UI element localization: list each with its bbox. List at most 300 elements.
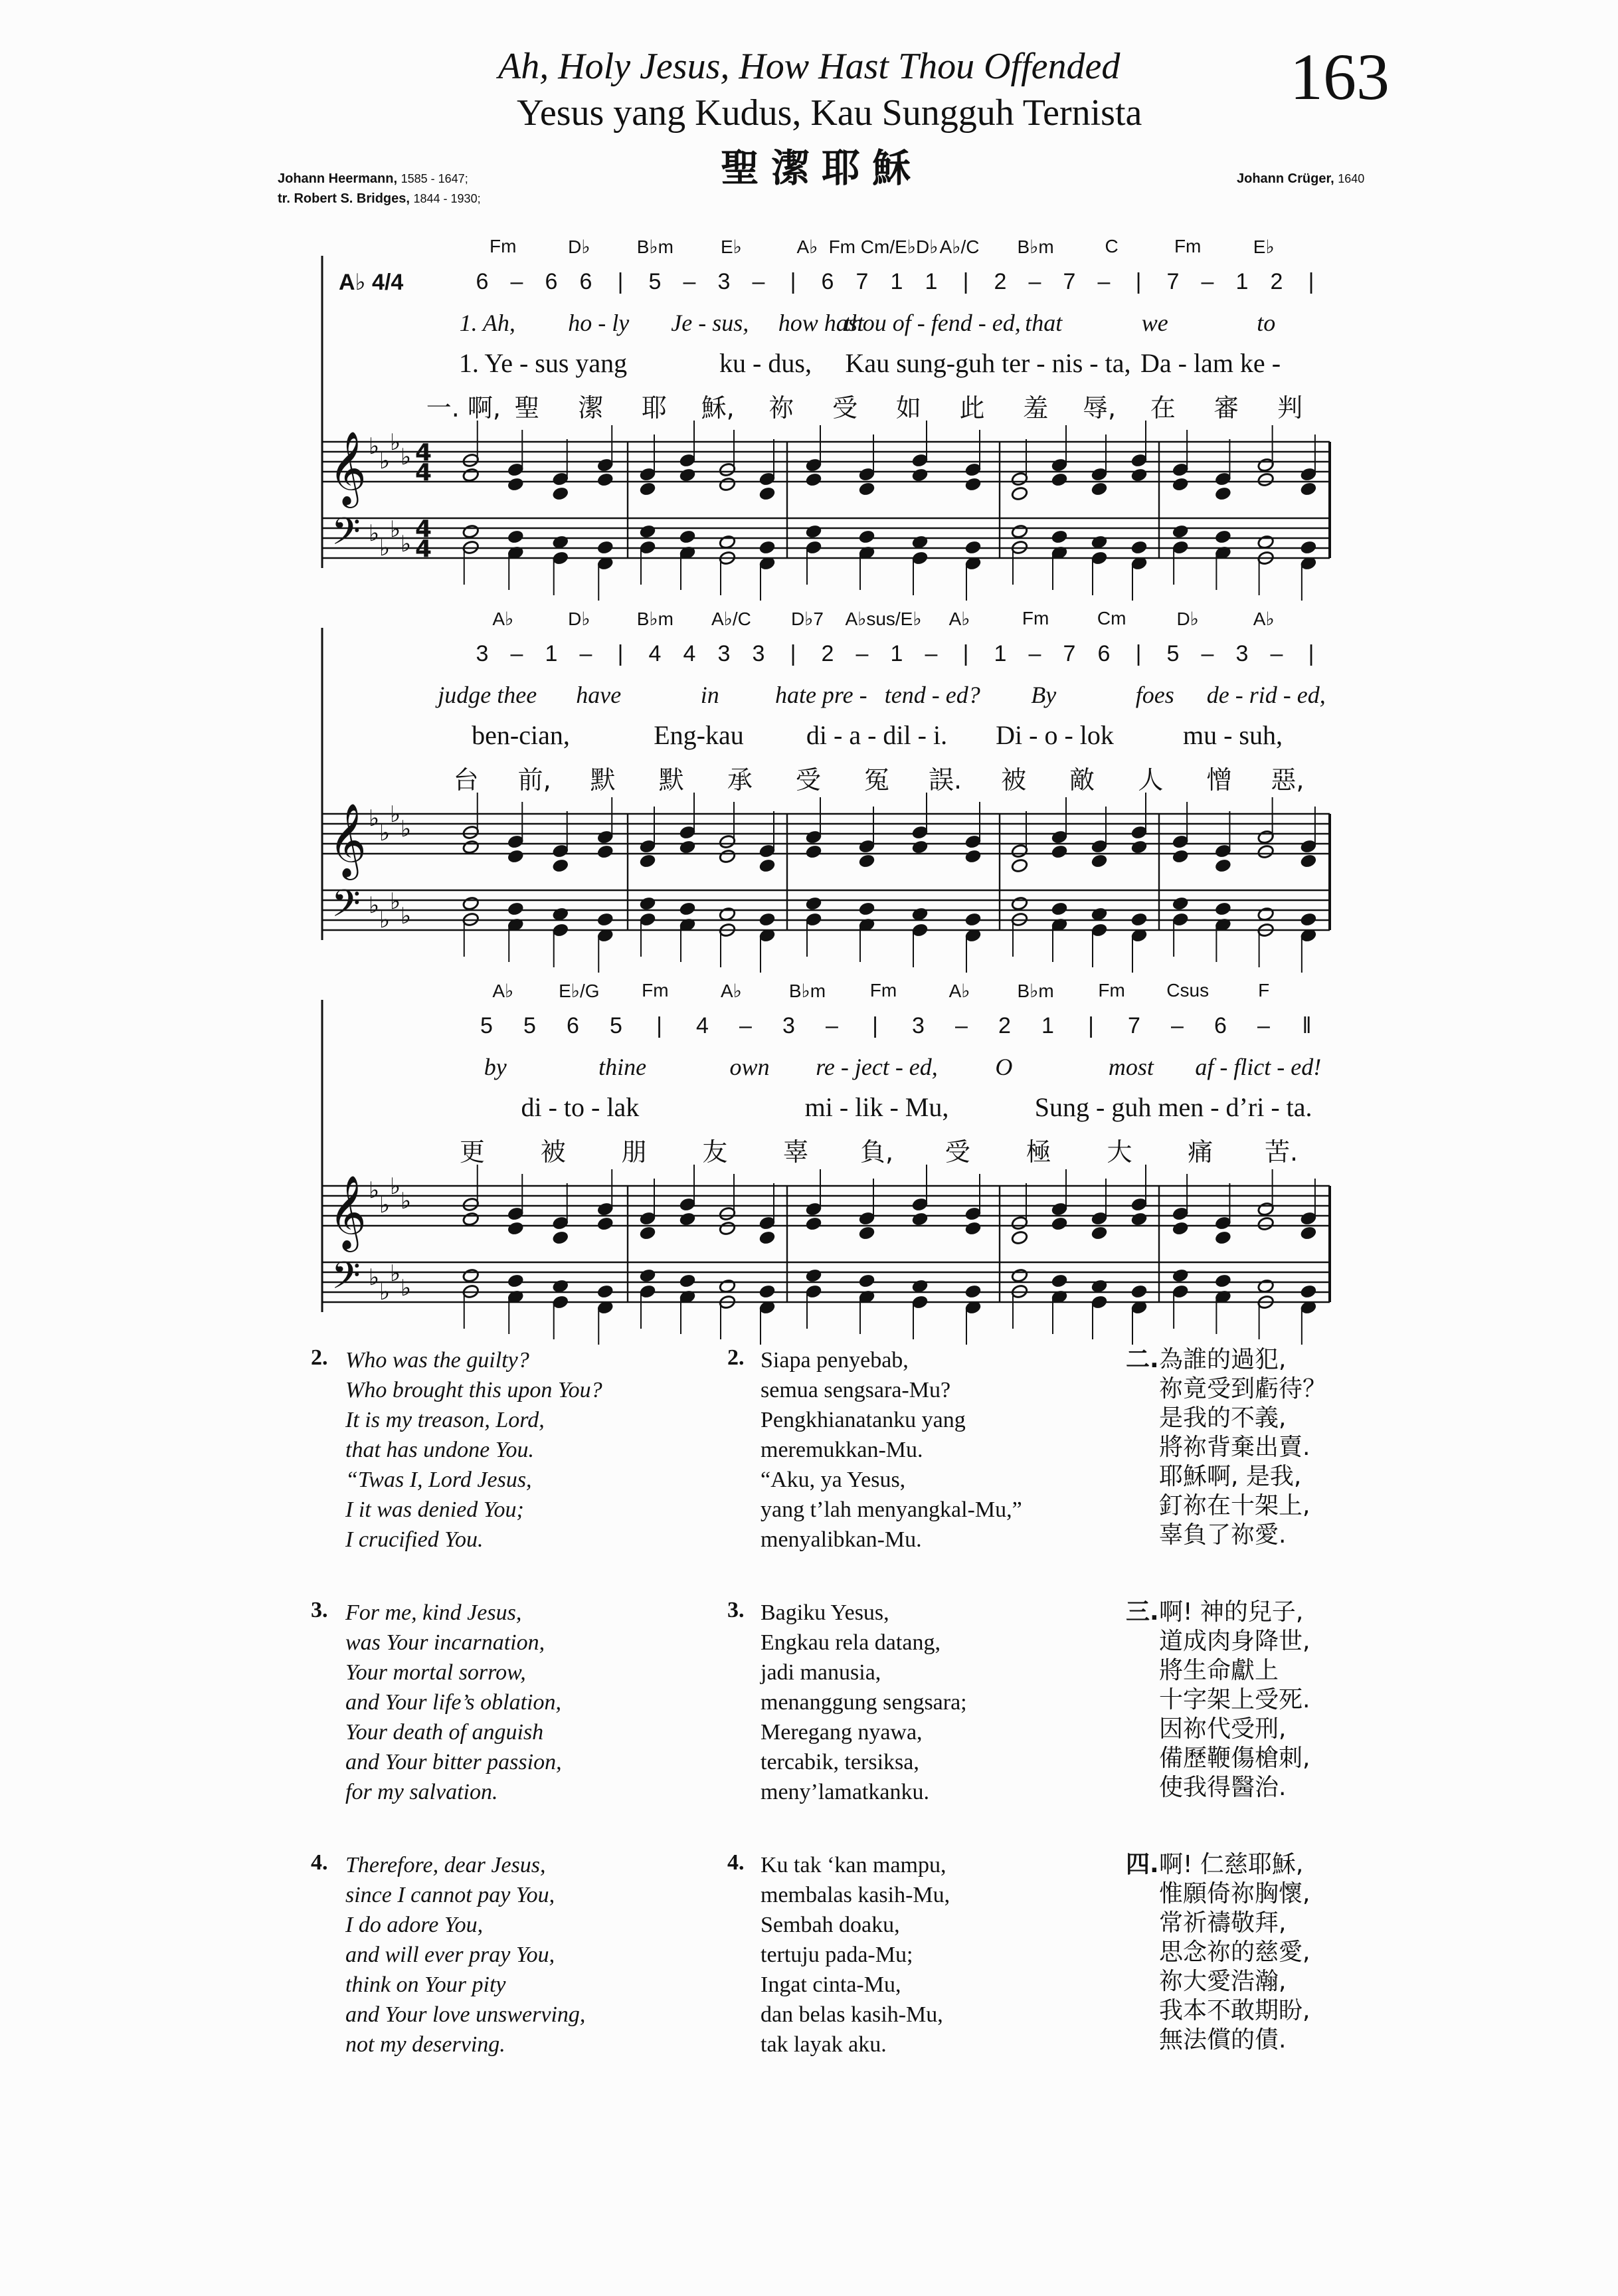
bass-notehead [639, 524, 656, 539]
verse-line: semua sengsara-Mu? [761, 1378, 951, 1402]
cipher-note: 3 [752, 641, 765, 666]
cipher-note: – [1028, 641, 1041, 666]
verse-line: and will ever pray You, [345, 1943, 555, 1967]
chord-symbol: Fm [490, 236, 517, 256]
key-flat: ♭ [401, 816, 412, 842]
verse-line: “Twas I, Lord Jesus, [345, 1468, 532, 1492]
verse-line: 為誰的過犯, [1159, 1346, 1287, 1373]
key-flat: ♭ [369, 805, 380, 832]
treble-notehead [1300, 854, 1317, 869]
cipher-note: | [962, 641, 969, 666]
chord-symbol: B♭m [636, 609, 674, 629]
treble-notehead [964, 477, 982, 492]
translator-name: tr. Robert S. Bridges, [278, 191, 410, 206]
cipher-note: – [855, 641, 869, 666]
cipher-note: 6 [579, 269, 592, 294]
chord-symbol: C [1105, 236, 1119, 256]
treble-notehead [1130, 1212, 1148, 1227]
key-flat: ♭ [390, 888, 401, 915]
lyric-chinese: 默 [590, 765, 616, 795]
chord-symbol: A♭/C [711, 609, 751, 629]
key-flat: ♭ [379, 448, 391, 474]
key-flat: ♭ [401, 444, 412, 470]
lyric-chinese: 承 [727, 765, 753, 795]
treble-notehead [719, 477, 736, 492]
author-years: 1585 - 1647; [401, 172, 468, 185]
treble-notehead [639, 854, 656, 869]
chord-symbol: F [1258, 980, 1270, 1001]
chord-symbol: Csus [1166, 980, 1210, 1001]
lyric-indonesian: Da - lam ke - [1140, 348, 1281, 378]
chord-symbol: Fm Cm/E♭D♭ [828, 237, 939, 257]
cipher-note: 2 [998, 1013, 1011, 1038]
treble-notehead [1011, 858, 1028, 874]
cipher-note: | [1135, 641, 1142, 666]
verse-line: 祢大愛浩瀚, [1159, 1968, 1287, 1995]
lyric-indonesian: Eng-kau [654, 720, 744, 750]
cipher-note: – [752, 269, 765, 294]
chord-symbol: D♭ [1176, 609, 1199, 629]
treble-notehead [507, 1221, 524, 1236]
cipher-note: 3 [717, 641, 731, 666]
verse-number: 2. [311, 1345, 328, 1370]
treble-notehead [1172, 849, 1189, 864]
verse-line: membalas kasih-Mu, [761, 1883, 950, 1907]
lyric-chinese: 更 [459, 1137, 485, 1167]
time-signature: 4 [415, 439, 432, 466]
treble-notehead [858, 482, 875, 497]
lyric-indonesian: mu - suh, [1183, 720, 1283, 750]
lyric-chinese: 誤. [929, 765, 962, 795]
cipher-note: | [1088, 1013, 1094, 1038]
cipher-note: | [1135, 269, 1142, 294]
treble-notehead [679, 468, 696, 483]
lyric-chinese: 潔 [578, 393, 604, 423]
cipher-note: 3 [1235, 641, 1249, 666]
treble-notehead [911, 468, 929, 483]
key-flat: ♭ [369, 1264, 380, 1291]
treble-clef: 𝄞 [329, 1175, 367, 1249]
bass-notehead [639, 1268, 656, 1284]
verse-text-id [761, 1598, 967, 1807]
verse-line: 將生命獻上 [1159, 1657, 1279, 1684]
lyric-english: most [1108, 1054, 1154, 1080]
verse-number: 3. [311, 1598, 328, 1622]
bass-notehead [1011, 1268, 1028, 1284]
bass-notehead [805, 524, 822, 539]
lyric-chinese: 辱, [1082, 393, 1117, 423]
verse-line: and Your bitter passion, [345, 1750, 562, 1774]
treble-notehead [679, 840, 696, 855]
treble-notehead [1214, 858, 1231, 874]
verse-line: 祢竟受到虧待？ [1159, 1375, 1327, 1402]
lyric-english: tend - ed? [884, 682, 980, 708]
lyric-english: By [1031, 682, 1057, 708]
cipher-note: | [790, 641, 796, 666]
bass-notehead [462, 524, 480, 539]
bass-notehead [507, 529, 524, 545]
verse-line: 啊! 仁慈耶穌, [1159, 1851, 1304, 1878]
verse-line: I it was denied You; [345, 1497, 524, 1522]
cipher-note: – [1201, 641, 1214, 666]
verse-line: menyalibkan-Mu. [761, 1527, 922, 1552]
cipher-note: – [955, 1013, 968, 1038]
treble-notehead [1051, 844, 1068, 860]
cipher-note: 1 [1235, 269, 1249, 294]
treble-notehead [858, 1226, 875, 1241]
lyric-chinese: 被 [1001, 765, 1027, 795]
title-indonesian: Yesus yang Kudus, Kau Sungguh Ternista [517, 92, 1142, 134]
treble-notehead [858, 854, 875, 869]
lyric-chinese: 冤 [863, 765, 890, 795]
treble-notehead [1214, 486, 1231, 502]
verse-text-en [345, 1345, 602, 1555]
lyric-chinese: 憎 [1206, 765, 1232, 795]
treble-notehead [462, 468, 480, 483]
verse-line: Bagiku Yesus, [761, 1600, 889, 1625]
lyric-english: judge thee [438, 682, 537, 708]
lyric-indonesian: di - a - dil - i. [806, 720, 948, 750]
key-flat: ♭ [369, 892, 380, 919]
bass-notehead [1172, 524, 1189, 539]
verse-line: 是我的不義, [1159, 1404, 1287, 1432]
verse-line: 思念祢的慈愛, [1159, 1939, 1310, 1966]
verse-line: 耶穌啊, 是我, [1159, 1463, 1302, 1490]
bass-notehead [1214, 1274, 1231, 1289]
lyric-indonesian: Di - o - lok [996, 720, 1114, 750]
bass-notehead [858, 902, 875, 917]
bass-notehead [1011, 896, 1028, 911]
key-flat: ♭ [401, 903, 412, 929]
bass-notehead [964, 1284, 982, 1299]
treble-notehead [805, 844, 822, 860]
treble-notehead [1214, 1230, 1231, 1246]
lyric-chinese: 痛 [1188, 1137, 1214, 1167]
chord-symbol: A♭ [948, 981, 970, 1001]
chord-symbol: Fm [642, 980, 669, 1001]
bass-clef: 𝄢 [331, 882, 361, 935]
treble-notehead [719, 1221, 736, 1236]
cipher-note: 2 [821, 641, 834, 666]
cipher-note: 7 [1063, 269, 1076, 294]
key-flat: ♭ [379, 535, 391, 561]
lyric-indonesian: ku - dus, [719, 348, 812, 378]
verse-line: 無法償的債. [1159, 2026, 1287, 2054]
bass-notehead [858, 1274, 875, 1289]
chord-symbol: D♭ [568, 609, 590, 629]
treble-notehead [719, 849, 736, 864]
hymn-number: 163 [1290, 40, 1390, 114]
cipher-note: 1 [890, 269, 903, 294]
cipher-note: 3 [476, 641, 489, 666]
treble-notehead [462, 1212, 480, 1227]
bass-notehead [1172, 896, 1189, 911]
cipher-note: 7 [1128, 1013, 1140, 1038]
verse-line: 釘祢在十架上, [1159, 1492, 1310, 1519]
cipher-note: – [1270, 641, 1283, 666]
chord-symbol: A♭ [492, 981, 514, 1001]
verse-line: Meregang nyawa, [761, 1720, 923, 1745]
lyric-english: own [729, 1054, 770, 1080]
verse-line: tertuju pada-Mu; [761, 1943, 913, 1967]
chord-symbol: Fm [869, 980, 897, 1001]
verse-number: 4. [727, 1850, 745, 1875]
bass-notehead [1051, 1274, 1068, 1289]
verse-line: It is my treason, Lord, [345, 1408, 545, 1432]
treble-notehead [639, 1226, 656, 1241]
key-flat: ♭ [369, 520, 380, 547]
bass-notehead [1011, 524, 1028, 539]
bass-notehead [679, 529, 696, 545]
verse-line: 辜負了祢愛. [1159, 1521, 1287, 1549]
bass-notehead [596, 912, 614, 927]
key-flat: ♭ [369, 1177, 380, 1204]
lyric-chinese: 此 [959, 393, 985, 423]
verse-line: “Aku, ya Yesus, [761, 1468, 906, 1492]
verse-number: 3. [727, 1598, 745, 1622]
treble-notehead [759, 858, 776, 874]
bass-notehead [462, 1268, 480, 1284]
key-flat: ♭ [379, 820, 391, 846]
lyric-english: that [1025, 310, 1063, 336]
key-flat: ♭ [369, 433, 380, 460]
lyric-indonesian: Sung - guh men - d’ri - ta. [1034, 1092, 1312, 1122]
lyric-english: af - flict - ed! [1195, 1054, 1322, 1080]
cipher-note: 4 [683, 641, 696, 666]
cipher-note: – [1257, 1013, 1270, 1038]
composer-name: Johann Crüger, [1237, 171, 1334, 186]
lyric-english: re - ject - ed, [816, 1054, 938, 1080]
treble-notehead [1172, 477, 1189, 492]
cipher-note: | [617, 269, 624, 294]
cipher-note: 1 [545, 641, 558, 666]
cipher-note: 5 [480, 1013, 493, 1038]
verse-line: tercabik, tersiksa, [761, 1750, 919, 1774]
chord-symbol: Fm [1174, 236, 1202, 256]
key-flat: ♭ [379, 907, 391, 933]
cipher-note: – [925, 641, 938, 666]
lyric-chinese: 審 [1214, 393, 1239, 423]
lyric-english: de - rid - ed, [1206, 682, 1326, 708]
verse-line: menanggung sengsara; [761, 1690, 967, 1715]
bass-notehead [1172, 1268, 1189, 1284]
bass-notehead [759, 540, 776, 555]
treble-notehead [679, 1212, 696, 1227]
lyric-english: in [700, 682, 719, 708]
lyric-english: by [484, 1054, 507, 1080]
chord-symbol: B♭m [636, 237, 674, 257]
verse-line: tak layak aku. [761, 2032, 887, 2057]
cipher-note: – [1171, 1013, 1184, 1038]
bass-notehead [1300, 1284, 1317, 1299]
key-flat: ♭ [390, 1173, 401, 1200]
lyric-indonesian: ben-cian, [472, 720, 570, 750]
bass-notehead [679, 1274, 696, 1289]
title-chinese: 聖潔耶穌 [721, 145, 923, 191]
bass-notehead [858, 529, 875, 545]
verse-line: yang t’lah menyangkal-Mu,” [761, 1497, 1022, 1522]
cipher-note: 4 [696, 1013, 709, 1038]
cipher-note: 6 [821, 269, 834, 294]
treble-notehead [1051, 1216, 1068, 1232]
treble-clef: 𝄞 [329, 803, 367, 877]
title-english: Ah, Holy Jesus, How Hast Thou Offended [498, 46, 1121, 87]
composer-year: 1640 [1338, 172, 1365, 185]
lyric-chinese: 極 [1026, 1137, 1051, 1167]
cipher-note: 7 [855, 269, 869, 294]
bass-notehead [507, 1274, 524, 1289]
lyric-indonesian: Kau sung-guh ter - nis - ta, [845, 348, 1131, 378]
cipher-note: 5 [1166, 641, 1180, 666]
treble-notehead [911, 1212, 929, 1227]
cipher-note: – [510, 641, 523, 666]
verse-line: Your death of anguish [345, 1720, 544, 1745]
time-signature: 4 [415, 516, 432, 543]
cipher-note: | [962, 269, 969, 294]
verse-line: Sembah doaku, [761, 1913, 900, 1937]
treble-notehead [552, 858, 569, 874]
lyric-english: to [1257, 310, 1276, 336]
treble-notehead [1300, 1226, 1317, 1241]
cipher-note: 6 [1097, 641, 1111, 666]
cipher-note: | [872, 1013, 878, 1038]
treble-notehead [462, 840, 480, 855]
bass-notehead [759, 912, 776, 927]
bass-notehead [805, 896, 822, 911]
verse-line: 我本不敢期盼, [1159, 1997, 1310, 2024]
lyric-english: thine [598, 1054, 647, 1080]
cipher-note: – [1028, 269, 1041, 294]
translator-years: 1844 - 1930; [413, 192, 481, 205]
treble-notehead [759, 486, 776, 502]
cipher-note: – [1097, 269, 1111, 294]
treble-notehead [1257, 1216, 1275, 1232]
cipher-note: 3 [717, 269, 731, 294]
key-flat: ♭ [401, 531, 412, 557]
bass-notehead [679, 902, 696, 917]
verse-text-en [345, 1598, 562, 1807]
chord-symbol: A♭ [796, 237, 818, 257]
cipher-note: 7 [1063, 641, 1076, 666]
cipher-note: | [656, 1013, 662, 1038]
lyric-english: ho - ly [568, 310, 630, 336]
chord-symbol: E♭ [1253, 237, 1275, 257]
cipher-note: 1 [925, 269, 938, 294]
lyric-indonesian: mi - lik - Mu, [804, 1092, 949, 1122]
key-flat: ♭ [390, 801, 401, 828]
lyric-english: foes [1135, 682, 1174, 708]
bass-notehead [462, 896, 480, 911]
lyric-chinese: 大 [1107, 1137, 1132, 1167]
bass-clef: 𝄢 [331, 510, 361, 563]
lyric-indonesian: di - to - lak [521, 1092, 640, 1122]
verse-line: 因祢代受刑, [1159, 1715, 1287, 1743]
verse-line: 將祢背棄出賣. [1159, 1434, 1310, 1461]
verse-line: 十字架上受死. [1159, 1686, 1310, 1713]
cipher-note: 2 [1270, 269, 1283, 294]
chord-symbol: A♭ [1253, 609, 1275, 629]
verse-line: think on Your pity [345, 1972, 506, 1997]
verse-line: since I cannot pay You, [345, 1883, 555, 1907]
treble-notehead [911, 840, 929, 855]
lyric-chinese: 負, [859, 1137, 894, 1167]
treble-notehead [507, 849, 524, 864]
lyric-chinese: 朋 [621, 1137, 647, 1167]
verse-line: Pengkhianatanku yang [761, 1408, 966, 1432]
treble-notehead [596, 844, 614, 860]
treble-clef: 𝄞 [329, 430, 367, 505]
key-flat: ♭ [401, 1188, 412, 1214]
bass-notehead [759, 1284, 776, 1299]
treble-notehead [1011, 1230, 1028, 1246]
verse-line: and Your life’s oblation, [345, 1690, 561, 1715]
key-signature: A♭ 4/4 [339, 270, 404, 295]
cipher-note: | [617, 641, 624, 666]
lyric-chinese: 判 [1277, 393, 1303, 423]
cipher-note: 5 [648, 269, 662, 294]
lyric-chinese: 耶 [641, 393, 668, 423]
key-flat: ♭ [379, 1279, 391, 1305]
lyric-english: how hast [778, 310, 864, 336]
cipher-note: 5 [523, 1013, 536, 1038]
chord-symbol: A♭ [492, 609, 514, 629]
treble-notehead [596, 472, 614, 488]
verse-line: 道成肉身降世, [1159, 1628, 1310, 1655]
verse-line: 備歷鞭傷槍刺, [1159, 1745, 1310, 1772]
cipher-note: 5 [610, 1013, 622, 1038]
cipher-note: 1 [1041, 1013, 1054, 1038]
cipher-note: 1 [994, 641, 1007, 666]
bass-notehead [1130, 912, 1148, 927]
verse-number: 四. [1126, 1851, 1159, 1878]
lyric-english: have [576, 682, 622, 708]
verse-line: Ingat cinta-Mu, [761, 1972, 901, 1997]
chord-symbol: D♭7 [790, 609, 824, 629]
treble-notehead [552, 1230, 569, 1246]
lyric-english: Je - sus, [671, 310, 749, 336]
verse-line: meny’lamatkanku. [761, 1780, 929, 1804]
verse-line: dan belas kasih-Mu, [761, 2002, 943, 2027]
lyric-chinese: 聖 [514, 393, 540, 423]
lyric-chinese: 受 [832, 393, 858, 423]
chord-symbol: D♭ [568, 237, 590, 257]
cipher-note: – [510, 269, 523, 294]
lyric-english: 1. Ah, [459, 310, 515, 336]
verse-text-id [761, 1345, 1022, 1555]
chord-symbol: B♭m [1017, 237, 1054, 257]
verse-line: 啊! 神的兒子, [1159, 1598, 1304, 1626]
chord-symbol: B♭m [1017, 981, 1054, 1001]
cipher-note: 7 [1166, 269, 1180, 294]
verse-line: For me, kind Jesus, [345, 1600, 522, 1625]
cipher-note: – [579, 641, 592, 666]
verse-line: for my salvation. [345, 1780, 498, 1804]
chord-symbol: A♭ [948, 609, 970, 629]
treble-notehead [1130, 468, 1148, 483]
cipher-note: – [683, 269, 696, 294]
verse-line: I do adore You, [345, 1913, 484, 1937]
treble-notehead [805, 472, 822, 488]
verse-line: I crucified You. [345, 1527, 484, 1552]
treble-notehead [507, 477, 524, 492]
treble-notehead [1091, 1226, 1108, 1241]
time-signature: 4 [415, 459, 432, 486]
verse-line: Who was the guilty? [345, 1348, 529, 1373]
verse-number: 4. [311, 1850, 328, 1875]
bass-notehead [596, 1284, 614, 1299]
lyric-chinese: 祢 [768, 393, 794, 423]
cipher-note: | [1308, 269, 1314, 294]
